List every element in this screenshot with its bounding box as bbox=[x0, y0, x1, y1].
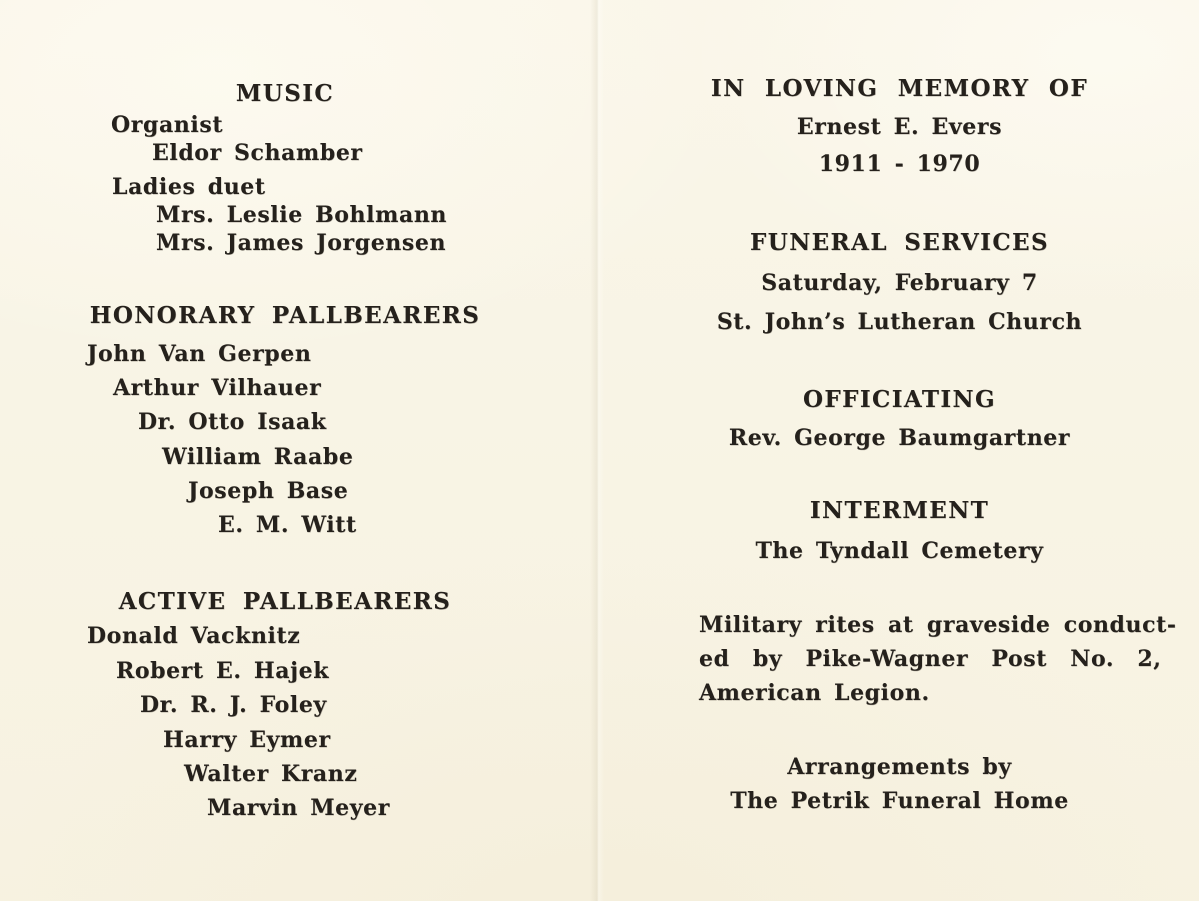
music-title: MUSIC bbox=[235, 80, 335, 107]
arrangements-line-2: The Petrik Funeral Home bbox=[730, 788, 1069, 814]
active-name: Robert E. Hajek bbox=[116, 658, 330, 684]
active-name: Donald Vacknitz bbox=[87, 623, 301, 649]
officiating-title: OFFICIATING bbox=[802, 386, 997, 413]
organist-label: Organist bbox=[111, 112, 224, 138]
active-name: Dr. R. J. Foley bbox=[140, 692, 327, 718]
military-note-line-1: Military rites at graveside conduct- bbox=[699, 612, 1177, 638]
ladies-duet-name-2: Mrs. James Jorgensen bbox=[156, 230, 447, 256]
military-note-line-3: American Legion. bbox=[699, 680, 930, 706]
officiating-name: Rev. George Baumgartner bbox=[728, 425, 1071, 451]
right-page bbox=[600, 0, 1199, 901]
left-page bbox=[0, 0, 570, 901]
honorary-name: William Raabe bbox=[162, 444, 354, 470]
organist-name: Eldor Schamber bbox=[152, 140, 363, 166]
funeral-services-title: FUNERAL SERVICES bbox=[750, 229, 1049, 256]
service-location: St. John’s Lutheran Church bbox=[716, 309, 1083, 335]
deceased-name: Ernest E. Evers bbox=[796, 114, 1003, 140]
honorary-pallbearers-title: HONORARY PALLBEARERS bbox=[89, 302, 481, 329]
active-name: Harry Eymer bbox=[163, 727, 331, 753]
ladies-duet-label: Ladies duet bbox=[112, 174, 266, 200]
arrangements-line-1: Arrangements by bbox=[787, 754, 1012, 780]
active-name: Walter Kranz bbox=[184, 761, 358, 787]
ladies-duet-name-1: Mrs. Leslie Bohlmann bbox=[156, 202, 448, 228]
active-name: Marvin Meyer bbox=[207, 795, 390, 821]
honorary-name: John Van Gerpen bbox=[87, 341, 312, 367]
deceased-years: 1911 - 1970 bbox=[818, 151, 981, 177]
active-pallbearers-title: ACTIVE PALLBEARERS bbox=[118, 588, 452, 615]
honorary-name: Arthur Vilhauer bbox=[113, 375, 322, 401]
interment-location: The Tyndall Cemetery bbox=[755, 538, 1044, 564]
interment-title: INTERMENT bbox=[809, 497, 990, 524]
honorary-name: E. M. Witt bbox=[218, 512, 357, 538]
honorary-name: Dr. Otto Isaak bbox=[138, 409, 327, 435]
service-date: Saturday, February 7 bbox=[761, 270, 1038, 296]
military-note-line-2: ed by Pike-Wagner Post No. 2, bbox=[699, 646, 1162, 672]
memorial-title: IN LOVING MEMORY OF bbox=[710, 75, 1089, 102]
honorary-name: Joseph Base bbox=[188, 478, 349, 504]
